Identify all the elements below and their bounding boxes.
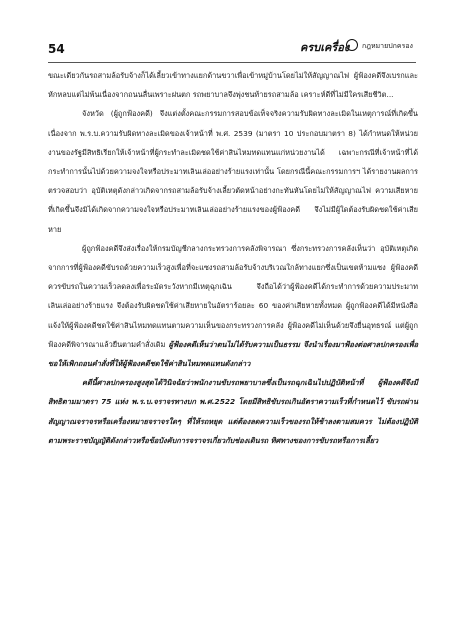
emphasized-text: ผู้ฟ้องคดีเห็นว่าตนไม่ได้รับความเป็นธรรม จึงนำเรื่องมาฟ้องต่อศาลปกครองเพื่อขอให้เพิกถอนคำสั่งที่ให้ผู้ฟ้องคดีชดใช้ค่าสินไหมทดแทนดังกล่าว	[48, 339, 419, 369]
seal-icon	[346, 39, 358, 51]
emphasized-text: คดีนี้ศาลปกครองสูงสุดได้วินิจฉัยว่าพนักงานขับรถพยาบาลซึ่งเป็นรถฉุกเฉินไปปฏิบัติหน้าที่ ผู้ฟ้องคดีจึงมีสิทธิตามมาตรา 75 แห่ง พ.ร.บ.จราจรทางบก พ.ศ.2522 โดยมีสิทธิขับรถเกินอัตราความเร็วที่กำหนดไว้ ขับรถผ่านสัญญาณจราจรหรือเครื่องหมายจราจรใดๆ ที่ให้รถหยุด แต่ต้องลดความเร็วของรถให้ช้าลงตามสมควร ไม่ต้องปฏิบัติตามพระราชบัญญัติดังกล่าวหรือข้อบังคับการจราจรเกี่ยวกับช่องเดินรถ ทิศทางของการขับรถหรือการเลี้ยว	[48, 378, 418, 445]
text-run: จังหวัด (ผู้ถูกฟ้องคดี) จึงแต่งตั้งคณะกรรมการสอบข้อเท็จจริงความรับผิดทางละเมิดในเหตุการณ์ที่เกิดขึ้น เนื่องจาก พ.ร.บ.ความรับผิดทางละเมิดของเจ้าหน้าที่ พ.ศ. 2539 (มาตรา 10 ประกอบมาตรา 8) ได้กำหนดให้หน่วยงานของรัฐมีสิทธิเรียกให้เจ้าหน้าที่ผู้กระทำละเมิดชดใช้ค่าสินไหมทดแทนแก่หน่วยงานได้ เฉพาะกรณีที่เจ้าหน้าที่ได้กระทำการนั้นไปด้วยความจงใจหรือประมาทเลินเล่ออย่างร้ายแรงเท่านั้น โดยกรณีนี้คณะกรรมการฯ ได้รายงานผลการตรวจสอบว่า อุบัติเหตุดังกล่าวเกิดจากรถสามล้อรับจ้างเลี้ยวตัดหน้าอย่างกะทันหันโดยไม่ให้สัญญาณไฟ ความเสียหายที่เกิดขึ้นจึงมิได้เกิดจากความจงใจหรือประมาทเลินเล่ออย่างร้ายแรงของผู้ฟ้องคดี จึงไม่มีผู้ใดต้องรับผิดชดใช้ค่าเสียหาย	[48, 109, 418, 234]
text-run: ขณะเดียวกันรถสามล้อรับจ้างก็ได้เลี้ยวเข้าทางแยกด้านขวาเพื่อเข้าหมู่บ้านโดยไม่ให้สัญญาณไฟ ผู้ฟ้องคดีจึงเบรกและหักหลบแต่ไม่พ้นเนื่องจากถนนลื่นเพราะฝนตก รถพยาบาลจึงพุ่งชนท้ายรถสามล้อ เคราะห์ดีที่ไม่มีใครเสียชีวิต...	[48, 71, 418, 100]
paragraph	[48, 66, 418, 104]
paragraph	[48, 104, 418, 238]
logo-text: ครบเครื่อง	[300, 41, 350, 54]
paragraph	[48, 239, 418, 373]
logo-subtitle: กฎหมายปกครอง	[362, 42, 413, 50]
body-text	[48, 66, 418, 450]
header-divider	[48, 62, 416, 63]
page-number: 54	[48, 42, 65, 56]
page-header	[0, 34, 462, 64]
paragraph	[48, 373, 418, 450]
text-run: ผู้ถูกฟ้องคดีจึงส่งเรื่องให้กรมบัญชีกลางกระทรวงการคลังพิจารณา ซึ่งกระทรวงการคลังเห็นว่า อุบัติเหตุเกิดจากการที่ผู้ฟ้องคดีขับรถด้วยความเร็วสูงเพื่อที่จะแซงรถสามล้อรับจ้างบริเวณใกล้ทางแยกซึ่งเป็นเขตห้ามแซง ผู้ฟ้องคดีควรขับรถในความเร็วลดลงเพื่อระมัดระวังหากมีเหตุฉุกเฉิน จึงถือได้ว่าผู้ฟ้องคดีได้กระทำการด้วยความประมาทเลินเล่ออย่างร้ายแรง จึงต้องรับผิดชดใช้ค่าเสียหายในอัตราร้อยละ 60 ของค่าเสียหายทั้งหมด ผู้ถูกฟ้องคดีได้มีหนังสือแจ้งให้ผู้ฟ้องคดีชดใช้ค่าสินไหมทดแทนตามความเห็นของกระทรวงการคลัง ผู้ฟ้องคดีไม่เห็นด้วยจึงยื่นอุทธรณ์ แต่ผู้ถูกฟ้องคดีพิจารณาแล้วยืนตามคำสั่งเดิม	[48, 243, 418, 349]
book-logo	[300, 38, 413, 56]
